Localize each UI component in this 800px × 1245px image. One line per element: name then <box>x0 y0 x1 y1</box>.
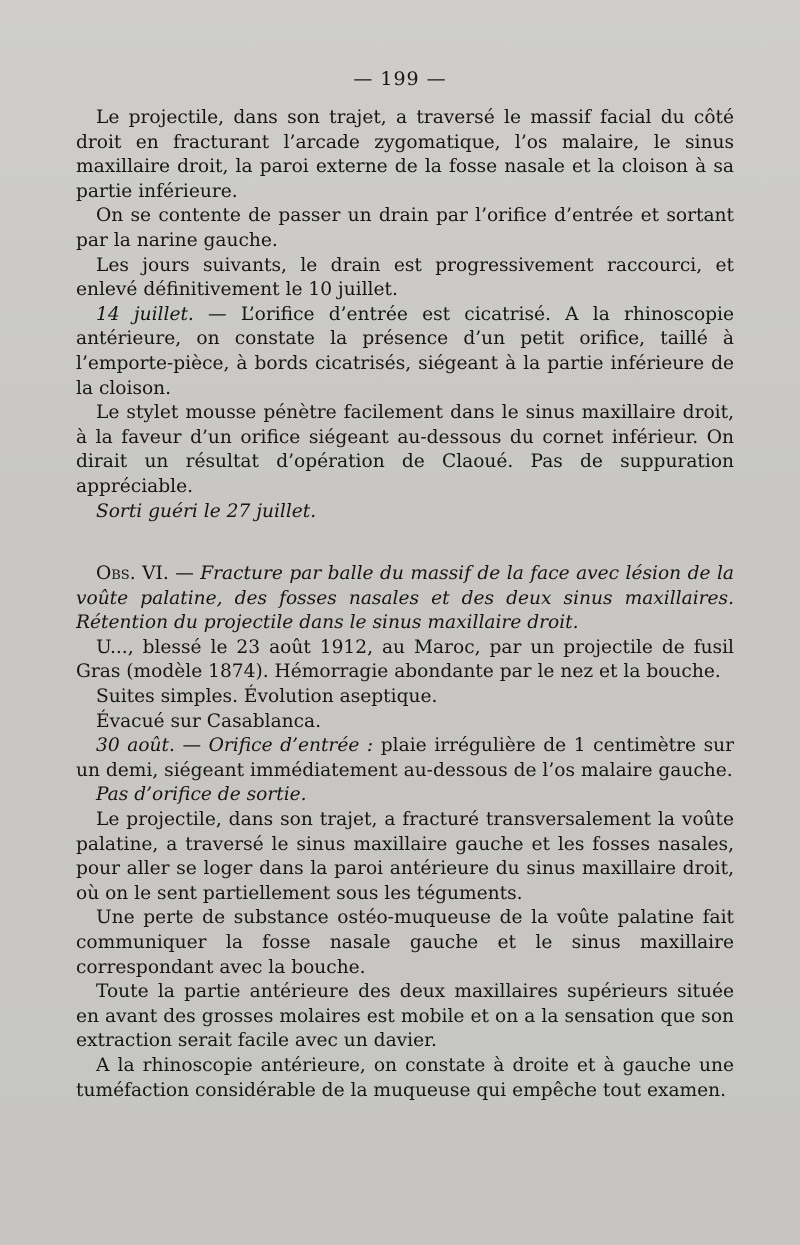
paragraph-projectile-trajet: Le projectile, dans son trajet, a traversé le massif facial du côté droit en fracturant l’arcade zygomatique, l’os malaire, le sinus maxillaire droit, la paroi externe de la fosse nasale et la cloison à sa partie inférieure. <box>76 107 734 202</box>
paragraph-jours-suivants: Les jours suivants, le drain est progressivement raccourci, et enlevé définitivement le 10 juillet. <box>76 254 734 301</box>
paragraph-rhinoscopie: A la rhinoscopie antérieure, on constate à droite et à gauche une tuméfaction considérable de la muqueuse qui empêche tout examen. <box>76 1054 734 1101</box>
obs-dash: — <box>168 563 201 585</box>
obs-label: Obs. VI. <box>96 563 169 585</box>
dash-30-aout: — <box>174 735 209 757</box>
text-30-aout: plaie irrégulière de 1 centimètre sur un demi, siégeant immédiatement au-dessous de l’os malaire gauche. <box>76 735 734 781</box>
pas-orifice-sortie: Pas d’orifice de sortie. <box>96 784 307 806</box>
paragraph-partie-anterieure: Toute la partie antérieure des deux maxillaires supérieurs située en avant des grosses molaires est mobile et on a la sensation que son extraction serait facile avec un davier. <box>76 981 734 1052</box>
label-orifice-entree: Orifice d’entrée : <box>208 735 374 757</box>
date-30-aout: 30 août. <box>96 735 175 757</box>
paragraph-projectile-voute: Le projectile, dans son trajet, a fracturé transversalement la voûte palatine, a traversé le sinus maxillaire gauche et les fosses nasales, pour aller se loger dans la paroi antérieure du sinus maxillaire droit, où on le sent partiellement sous les téguments. <box>76 809 734 904</box>
paragraph-u-blesse: U..., blessé le 23 août 1912, au Maroc, par un projectile de fusil Gras (modèle 1874). Hémorragie abondante par le nez et la bouche. <box>76 636 734 683</box>
sorti-gueri: Sorti guéri le 27 juillet. <box>96 500 317 522</box>
obs-title: Fracture par balle du massif de la face avec lésion de la voûte palatine, des fosses nasales et des deux sinus maxillaires. Rétention du projectile dans le sinus maxillaire droit. <box>76 563 734 634</box>
paragraph-drain: On se contente de passer un drain par l’orifice d’entrée et sortant par la narine gauche. <box>76 205 734 251</box>
paragraph-suites: Suites simples. Évolution aseptique. <box>96 686 438 708</box>
paragraph-stylet: Le stylet mousse pénètre facilement dans le sinus maxillaire droit, à la faveur d’un orifice siégeant au-dessous du cornet inférieur. On dirait un résultat d’opération de Claoué. Pas de suppuration appréciable. <box>76 402 734 497</box>
text-14-juillet: — L’orifice d’entrée est cicatrisé. A la rhinoscopie antérieure, on constate la présence d’un petit orifice, taillé à l’emporte-pièce, à bords cicatrisés, siégeant à la partie inférieure de la cloison. <box>76 303 734 399</box>
page-body <box>76 106 734 1103</box>
date-14-juillet: 14 juillet. <box>96 303 194 325</box>
paragraph-30-aout <box>76 734 734 783</box>
paragraph-14-juillet <box>76 303 734 401</box>
page-number: — 199 — <box>353 68 447 90</box>
observation-heading <box>76 562 734 636</box>
paragraph-perte-substance: Une perte de substance ostéo-muqueuse de la voûte palatine fait communiquer la fosse nasale gauche et le sinus maxillaire correspondant avec la bouche. <box>76 907 734 978</box>
section-spacer <box>76 524 734 562</box>
paragraph-evacue: Évacué sur Casablanca. <box>96 710 322 732</box>
